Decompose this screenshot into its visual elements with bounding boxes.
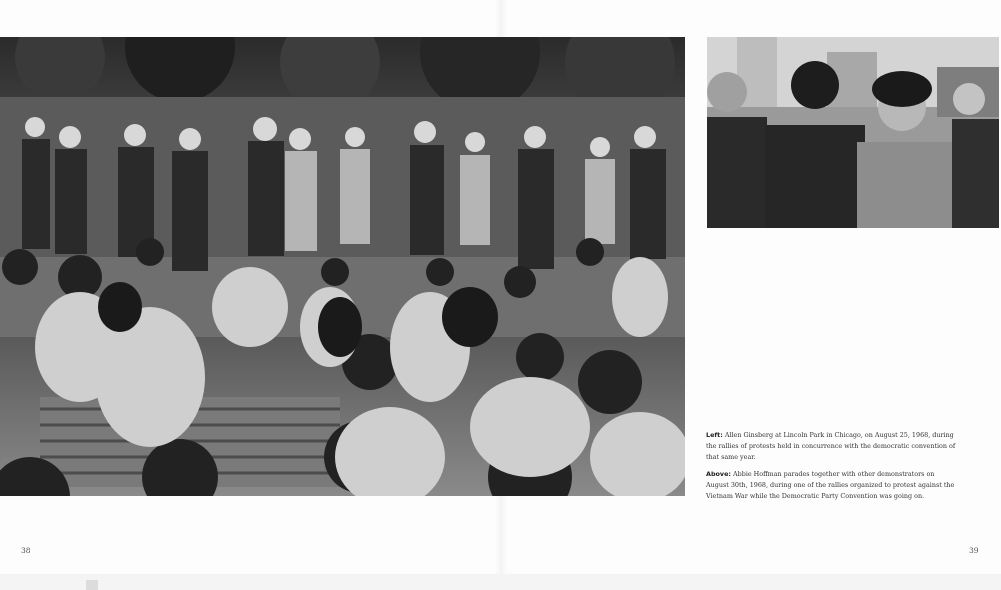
caption-above-paragraph [706, 469, 958, 501]
caption-above-lead: Above: [706, 470, 731, 479]
page-number-right: 39 [969, 546, 979, 555]
bottom-strip [0, 574, 1001, 590]
caption-left-lead: Left: [706, 431, 723, 439]
left-photograph [0, 37, 685, 496]
right-photograph-image [707, 37, 999, 228]
right-photograph [707, 37, 999, 228]
caption-above-text: Abbie Hoffman parades together with other demonstrators on August 30th, 1968, during one of the rallies organized to protest against the Vietnam War while the Democratic Party Convention was going on. [706, 470, 955, 500]
bottom-strip-tab [86, 580, 98, 590]
caption-left-paragraph [706, 430, 958, 462]
photo-caption [706, 430, 958, 509]
page-number-left: 38 [21, 546, 31, 555]
left-photograph-image [0, 37, 685, 496]
caption-left-text: Allen Ginsberg at Lincoln Park in Chicago, on August 25, 1968, during the rallies of protests held in concurrence with the democratic convention of that same year. [706, 431, 956, 461]
